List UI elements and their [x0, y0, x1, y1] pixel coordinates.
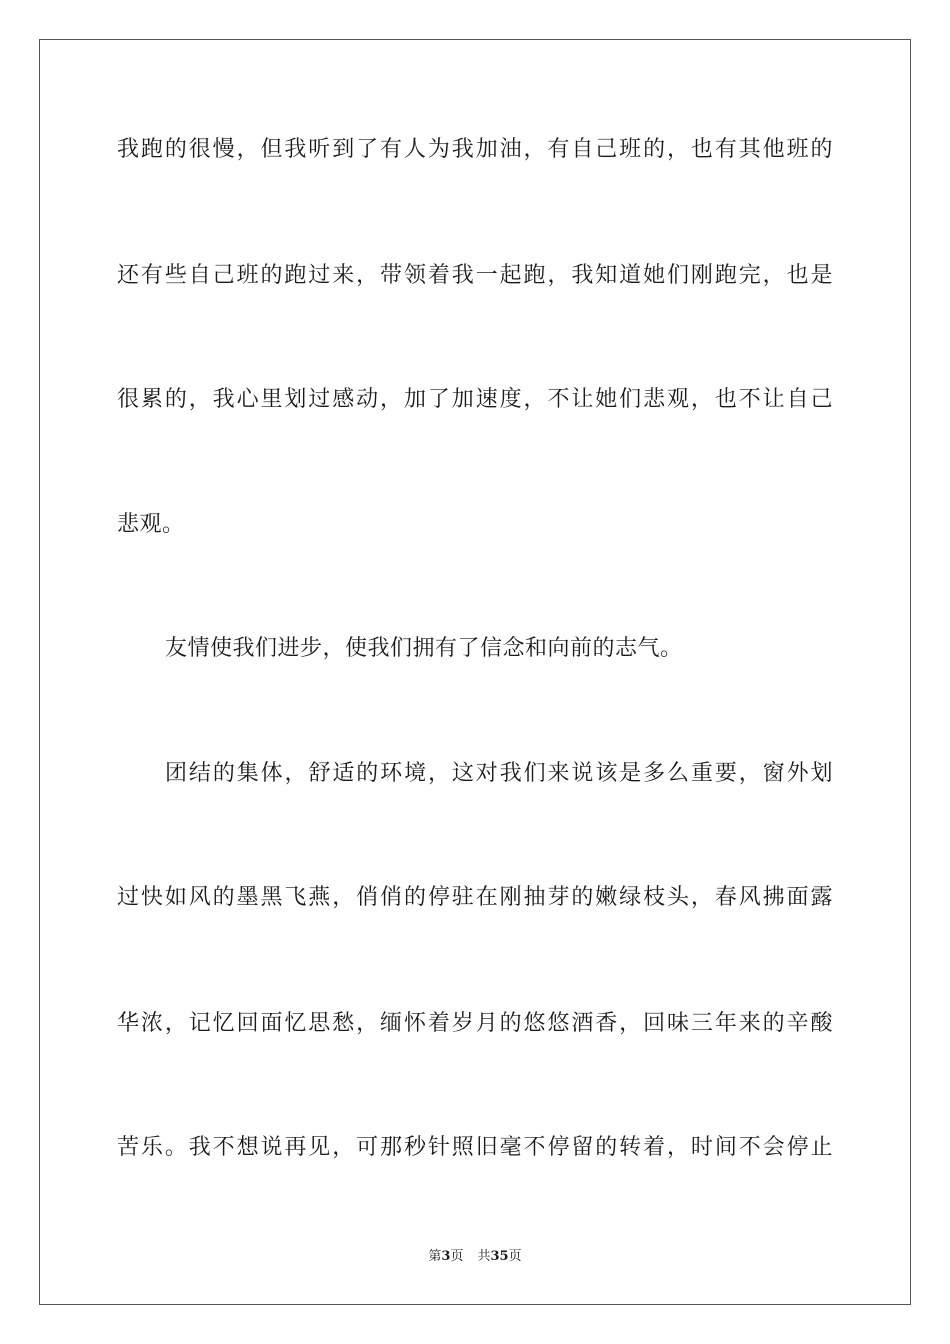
page-suffix: 页	[450, 1249, 464, 1264]
text-line-1: 我跑的很慢，但我听到了有人为我加油，有自己班的，也有其他班的	[117, 137, 833, 162]
text-line-4: 悲观。	[117, 512, 185, 537]
page-number: 3	[441, 1249, 451, 1264]
page-prefix: 第	[428, 1249, 442, 1264]
text-line-7: 过快如风的墨黑飞燕，俏俏的停驻在刚抽芽的嫩绿枝头，春风拂面露	[117, 885, 833, 910]
page-footer	[0, 1248, 950, 1266]
text-line-3: 很累的，我心里划过感动，加了加速度，不让她们悲观，也不让自己	[117, 387, 833, 412]
total-suffix: 页	[508, 1249, 522, 1264]
text-line-8: 华浓，记忆回面忆思愁，缅怀着岁月的悠悠酒香，回味三年来的辛酸	[117, 1011, 833, 1036]
page-border	[39, 39, 911, 1305]
total-pages: 35	[490, 1249, 509, 1264]
text-line-5: 友情使我们进步，使我们拥有了信念和向前的志气。	[165, 636, 683, 661]
text-line-6: 团结的集体，舒适的环境，这对我们来说该是多么重要，窗外划	[165, 761, 833, 786]
text-line-9: 苦乐。我不想说再见，可那秒针照旧毫不停留的转着，时间不会停止	[117, 1135, 833, 1160]
total-prefix: 共	[477, 1249, 491, 1264]
text-line-2: 还有些自己班的跑过来，带领着我一起跑，我知道她们刚跑完，也是	[117, 263, 833, 288]
